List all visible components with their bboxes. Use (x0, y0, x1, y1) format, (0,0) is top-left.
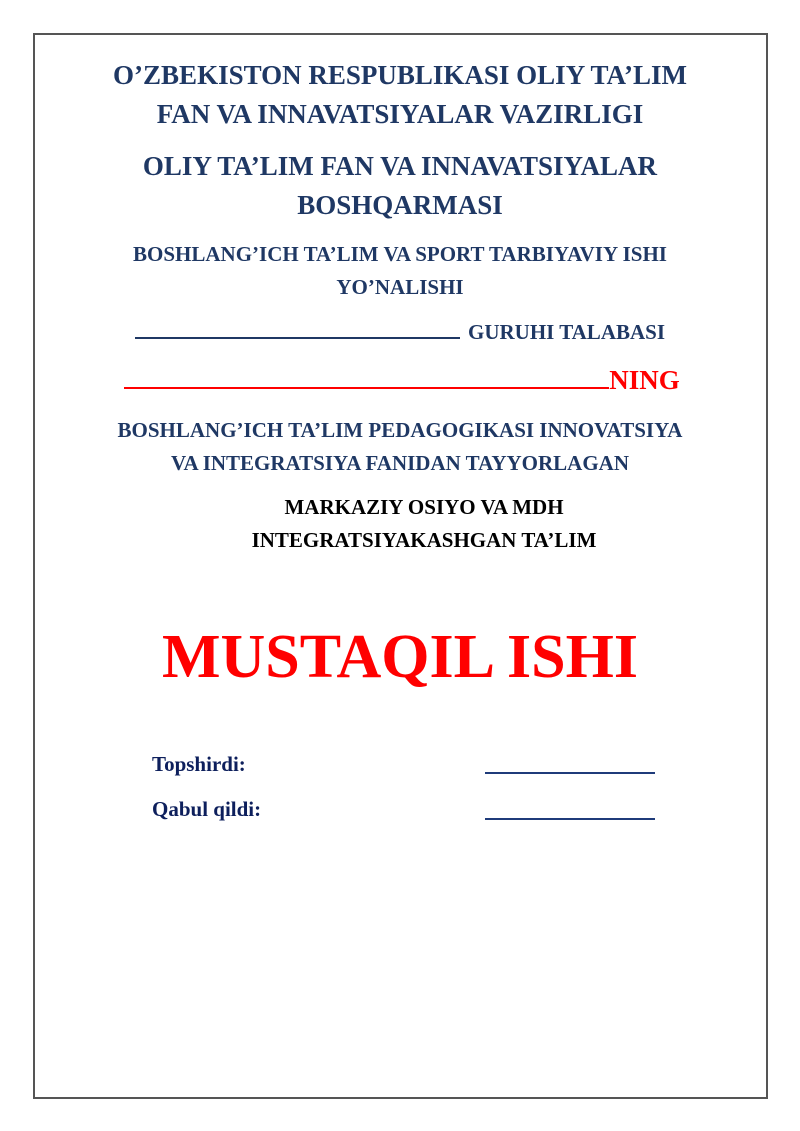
accepted-label: Qabul qildi: (152, 797, 262, 821)
document-title: MUSTAQIL ISHI (161, 623, 639, 691)
topic-line-2: INTEGRATSIYAKASHGAN TA’LIM (251, 528, 597, 552)
submitted-signature-blank (485, 772, 655, 774)
direction-line-1: BOSHLANG’ICH TA’LIM VA SPORT TARBIYAVIY ISHI (133, 242, 667, 266)
subject-line-2: VA INTEGRATSIYA FANIDAN TAYYORLAGAN (170, 451, 630, 475)
student-name-line (2, 367, 800, 394)
group-suffix: GURUHI TALABASI (467, 320, 666, 344)
submitted-label: Topshirdi: (152, 752, 246, 776)
department-line-1: OLIY TA’LIM FAN VA INNAVATSIYALAR (142, 151, 658, 181)
group-line (0, 322, 800, 343)
department-line-2: BOSHQARMASI (297, 190, 503, 220)
group-blank (135, 337, 460, 339)
name-suffix: NING (609, 365, 680, 395)
accepted-signature-blank (485, 818, 655, 820)
topic-line-1: MARKAZIY OSIYO VA MDH (284, 495, 564, 519)
ministry-line-2: FAN VA INNAVATSIYALAR VAZIRLIGI (156, 99, 644, 129)
ministry-line-1: O’ZBEKISTON RESPUBLIKASI OLIY TA’LIM (113, 60, 687, 90)
student-name-blank (124, 387, 609, 389)
subject-line-1: BOSHLANG’ICH TA’LIM PEDAGOGIKASI INNOVATSIYA (117, 418, 683, 442)
direction-line-2: YO’NALISHI (336, 275, 464, 299)
